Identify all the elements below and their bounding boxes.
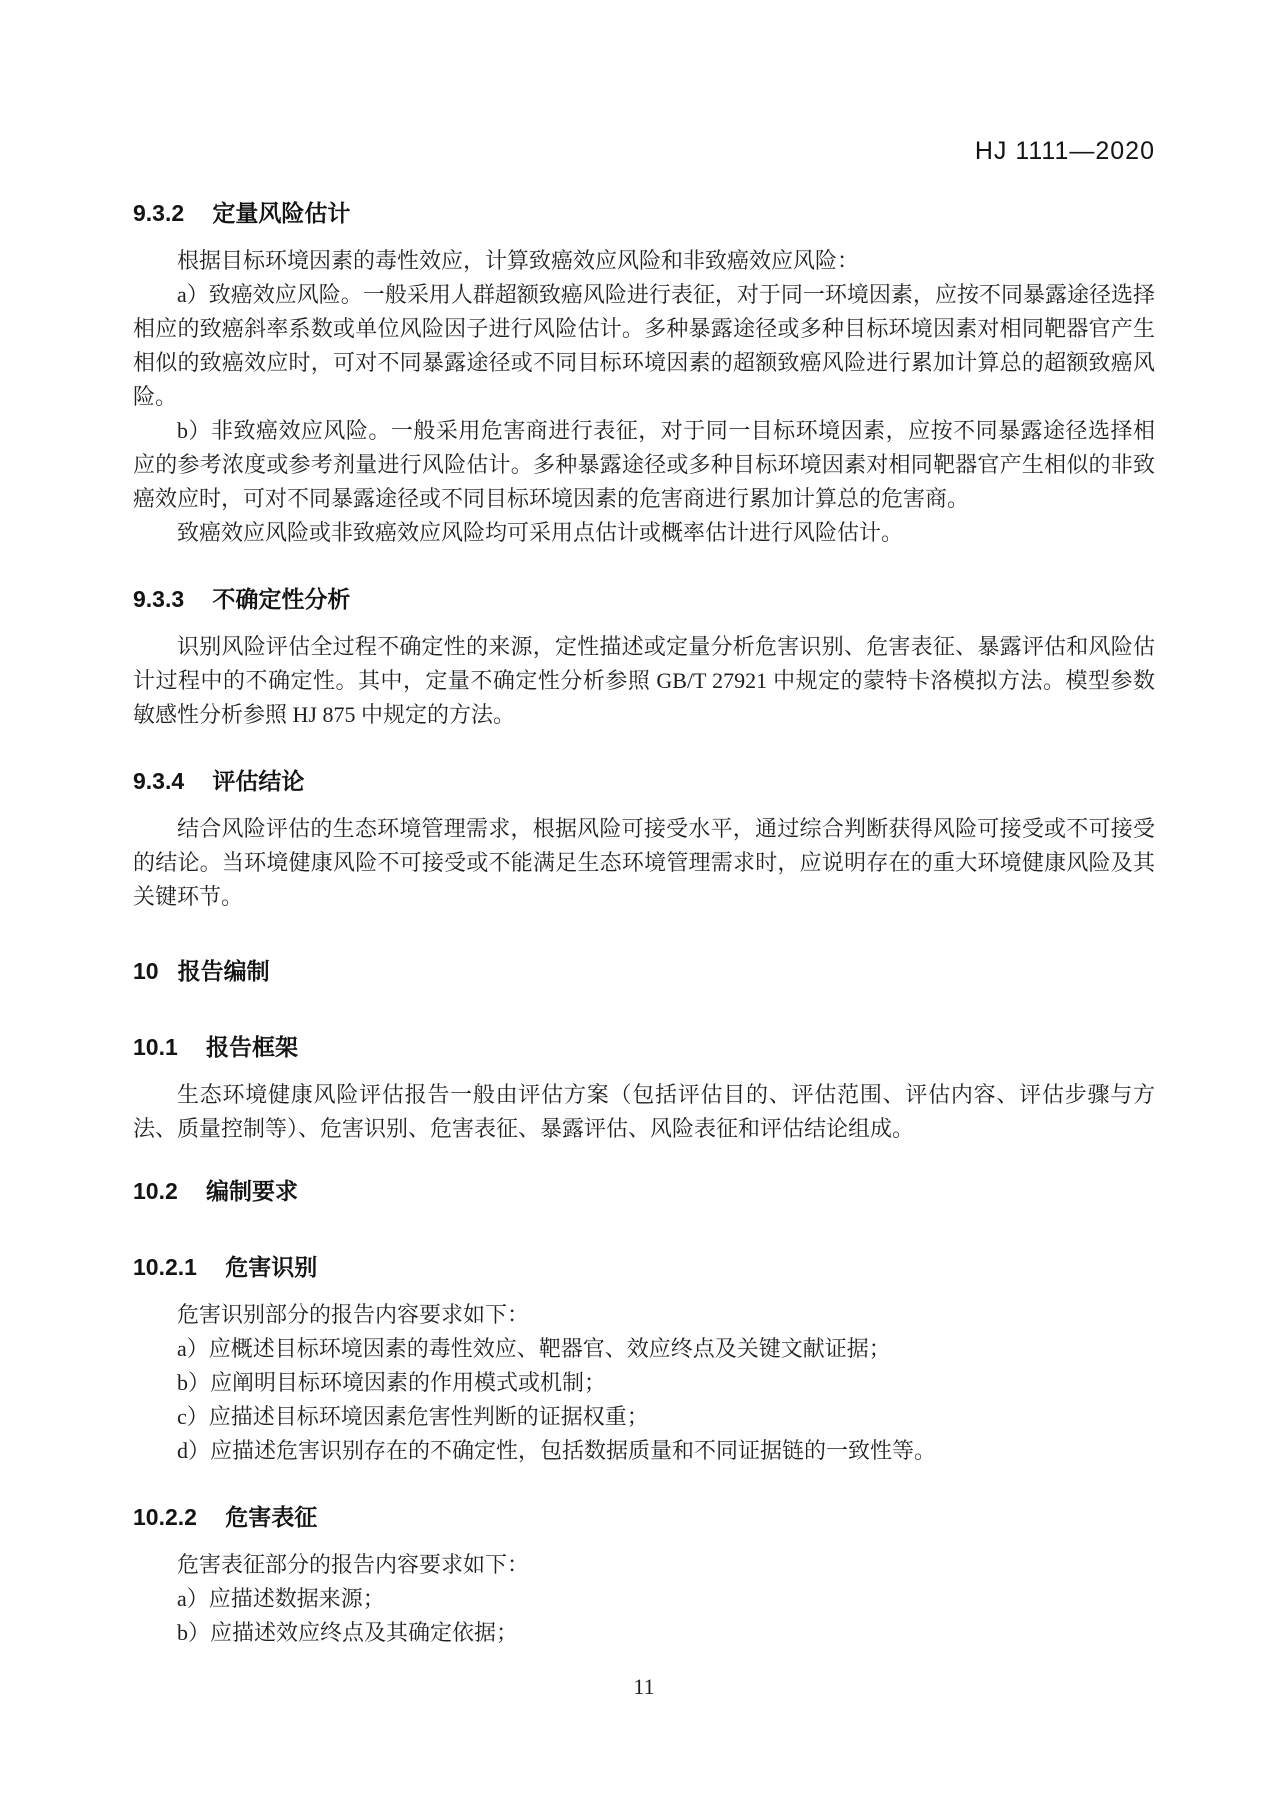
- list-intro: 危害识别部分的报告内容要求如下：: [177, 1302, 530, 1327]
- list-item: a）应概述目标环境因素的毒性效应、靶器官、效应终点及关键文献证据；: [177, 1336, 891, 1361]
- paragraph: 结合风险评估的生态环境管理需求，根据风险可接受水平，通过综合判断获得风险可接受或不可接受的结论。当环境健康风险不可接受或不能满足生态环境管理需求时，应说明存在的重大环境健康风险及其关键环节。: [133, 816, 1155, 909]
- section-title: 不确定性分析: [212, 586, 351, 612]
- section-number: 10.2.2: [133, 1504, 197, 1530]
- section-heading-10-2-2: [133, 1502, 1155, 1532]
- page-number: 11: [633, 1674, 655, 1699]
- paragraph: 生态环境健康风险评估报告一般由评估方案（包括评估目的、评估范围、评估内容、评估步骤与方法、质量控制等）、危害识别、危害表征、暴露评估、风险表征和评估结论组成。: [133, 1082, 1155, 1141]
- section-number: 9.3.2: [133, 200, 185, 226]
- section-heading-10-1: [133, 1032, 1155, 1062]
- section-number: 10.1: [133, 1034, 178, 1060]
- paragraph: 根据目标环境因素的毒性效应，计算致癌效应风险和非致癌效应风险：: [177, 248, 860, 273]
- chapter-number: 10: [133, 958, 159, 984]
- section-title: 定量风险估计: [212, 200, 351, 226]
- section-title: 危害识别: [225, 1254, 318, 1280]
- section-heading-10-2: [133, 1176, 1155, 1206]
- standard-number-header: HJ 1111—2020: [974, 137, 1155, 165]
- section-title: 编制要求: [206, 1178, 298, 1204]
- list-item: d）应描述危害识别存在的不确定性，包括数据质量和不同证据链的一致性等。: [177, 1438, 937, 1463]
- paragraph: b）非致癌效应风险。一般采用危害商进行表征，对于同一目标环境因素，应按不同暴露途径选择相应的参考浓度或参考剂量进行风险估计。多种暴露途径或多种目标环境因素对相同靶器官产生相似的非致癌效应时，可对不同暴露途径或不同目标环境因素的危害商进行累加计算总的危害商。: [133, 418, 1155, 511]
- section-number: 10.2: [133, 1178, 178, 1204]
- section-number: 9.3.4: [133, 768, 185, 794]
- section-heading-9-3-2: [133, 198, 1155, 228]
- paragraph: a）致癌效应风险。一般采用人群超额致癌风险进行表征，对于同一环境因素，应按不同暴露途径选择相应的致癌斜率系数或单位风险因子进行风险估计。多种暴露途径或多种目标环境因素对相同靶器官产生相似的致癌效应时，可对不同暴露途径或不同目标环境因素的超额致癌风险进行累加计算总的超额致癌风险。: [133, 282, 1155, 409]
- list-item: c）应描述目标环境因素危害性判断的证据权重；: [177, 1404, 649, 1429]
- section-title: 报告框架: [206, 1034, 298, 1060]
- paragraph: 识别风险评估全过程不确定性的来源，定性描述或定量分析危害识别、危害表征、暴露评估和风险估计过程中的不确定性。其中，定量不确定性分析参照 GB/T 27921 中规定的蒙特卡洛模拟方法。模型参数敏感性分析参照 HJ 875 中规定的方法。: [133, 634, 1155, 727]
- list-item: b）应阐明目标环境因素的作用模式或机制；: [177, 1370, 607, 1395]
- section-title: 评估结论: [212, 768, 305, 794]
- list-intro: 危害表征部分的报告内容要求如下：: [177, 1552, 530, 1577]
- section-number: 10.2.1: [133, 1254, 197, 1280]
- chapter-title: 报告编制: [177, 958, 270, 984]
- section-number: 9.3.3: [133, 586, 185, 612]
- list-item: b）应描述效应终点及其确定依据；: [177, 1620, 519, 1645]
- paragraph: 致癌效应风险或非致癌效应风险均可采用点估计或概率估计进行风险估计。: [177, 520, 904, 545]
- section-heading-9-3-3: [133, 584, 1155, 614]
- list-item: a）应描述数据来源；: [177, 1586, 385, 1611]
- chapter-heading-10: [133, 956, 1155, 986]
- section-title: 危害表征: [225, 1504, 318, 1530]
- section-heading-10-2-1: [133, 1252, 1155, 1282]
- section-heading-9-3-4: [133, 766, 1155, 796]
